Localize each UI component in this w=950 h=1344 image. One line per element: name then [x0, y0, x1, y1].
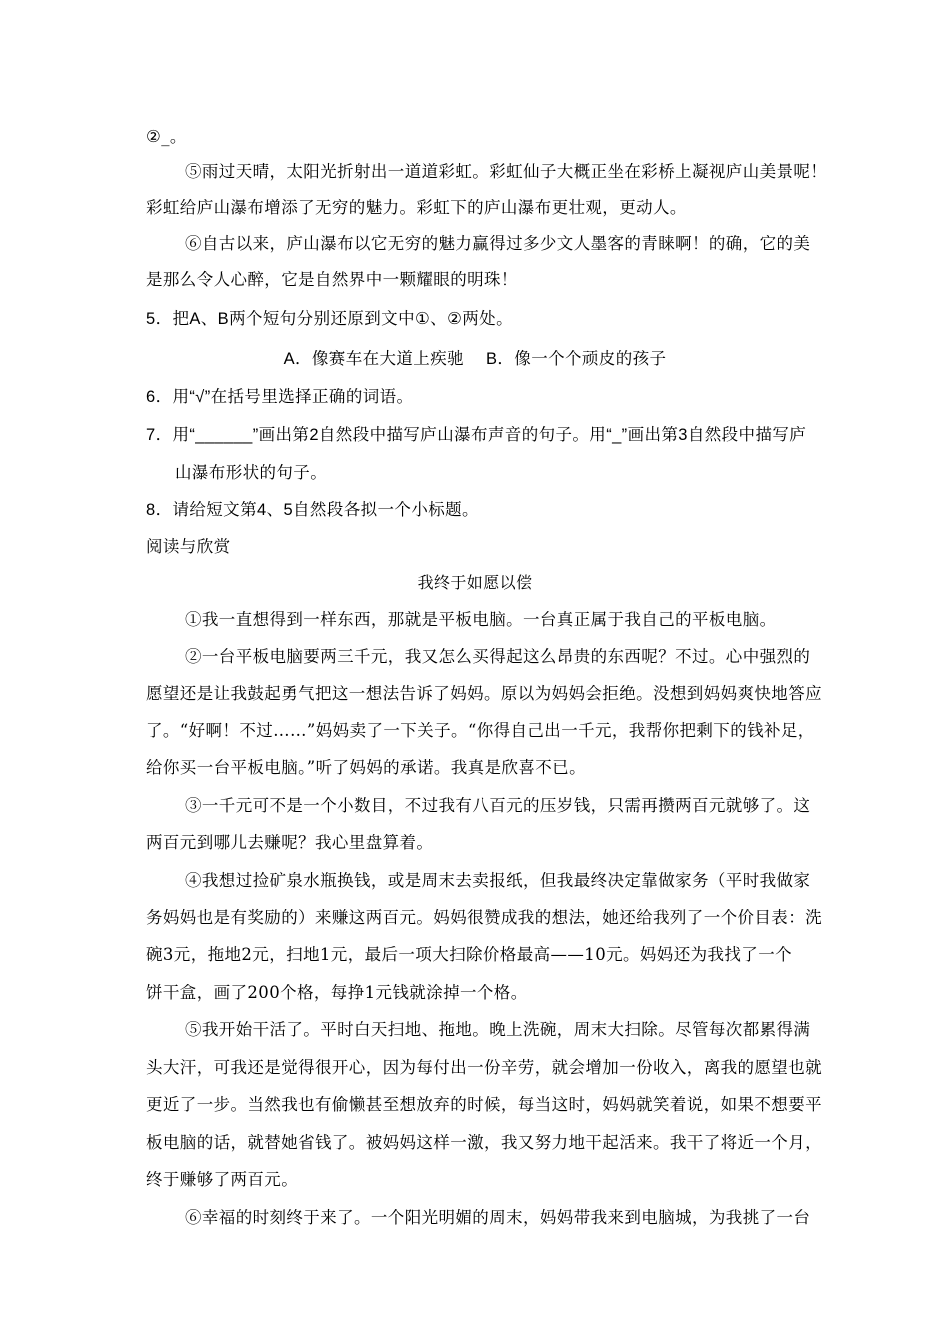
story-paragraph-5-line-1: ⑤我开始干活了。平时白天扫地、拖地。晚上洗碗，周末大扫除。尽管每次都累得满	[185, 1020, 811, 1039]
story-paragraph-2-line-4: 给你买一台平板电脑。”听了妈妈的承诺。我真是欣喜不已。	[146, 758, 586, 777]
paragraph-5-line-1: ⑤雨过天晴，太阳光折射出一道道彩虹。彩虹仙子大概正坐在彩桥上凝视庐山美景呢！	[185, 162, 828, 181]
story-paragraph-4-line-2: 务妈妈也是有奖励的）来赚这两百元。妈妈很赞成我的想法，她还给我列了一个价目表：洗	[146, 908, 822, 927]
option-b: B．像一个个顽皮的孩子	[486, 350, 667, 368]
question-8: 8．请给短文第4、5自然段各拟一个小标题。	[146, 501, 479, 519]
story-paragraph-6-line-1: ⑥幸福的时刻终于来了。一个阳光明媚的周末，妈妈带我来到电脑城，为我挑了一台	[185, 1208, 811, 1227]
story-paragraph-2-line-2: 愿望还是让我鼓起勇气把这一想法告诉了妈妈。原以为妈妈会拒绝。没想到妈妈爽快地答应	[146, 684, 822, 703]
section-heading: 阅读与欣赏	[146, 538, 231, 556]
story-paragraph-4-line-3: 碗3元，拖地2元，扫地1元，最后一项大扫除价格最高——10元。妈妈还为我找了一个	[146, 945, 792, 964]
paragraph-6-line-1: ⑥自古以来，庐山瀑布以它无穷的魅力赢得过多少文人墨客的青睐啊！的确，它的美	[185, 234, 811, 253]
story-title: 我终于如愿以偿	[417, 573, 533, 592]
question-6: 6．用“√”在括号里选择正确的词语。	[146, 388, 414, 406]
story-paragraph-2-line-1: ②一台平板电脑要两三千元，我又怎么买得起这么昂贵的东西呢？不过。心中强烈的	[185, 647, 811, 666]
story-paragraph-5-line-4: 板电脑的话，就替她省钱了。被妈妈这样一激，我又努力地干起活来。我干了将近一个月，	[146, 1133, 822, 1152]
question-7-line-1: 7．用“______”画出第2自然段中描写庐山瀑布声音的句子。用“_”画出第3自然段中描写庐	[146, 426, 807, 444]
story-paragraph-5-line-5: 终于赚够了两百元。	[146, 1170, 299, 1189]
question-5: 5．把A、B两个短句分别还原到文中①、②两处。	[146, 310, 513, 328]
paragraph-6-line-2: 是那么令人心醉，它是自然界中一颗耀眼的明珠！	[146, 270, 518, 289]
story-paragraph-1: ①我一直想得到一样东西，那就是平板电脑。一台真正属于我自己的平板电脑。	[185, 610, 777, 629]
story-paragraph-2-line-3: 了。“好啊！不过……”妈妈卖了一下关子。“你得自己出一千元，我帮你把剩下的钱补足，	[146, 721, 815, 740]
story-paragraph-5-line-3: 更近了一步。当然我也有偷懒甚至想放弃的时候，每当这时，妈妈就笑着说，如果不想要平	[146, 1095, 822, 1114]
story-paragraph-4-line-4: 饼干盒，画了200个格，每挣1元钱就涂掉一个格。	[146, 983, 528, 1002]
option-a: A．像赛车在大道上疾驰	[283, 350, 464, 368]
answer-options	[0, 348, 950, 370]
story-paragraph-4-line-1: ④我想过捡矿泉水瓶换钱，或是周末去卖报纸，但我最终决定靠做家务（平时我做家	[185, 871, 811, 890]
story-paragraph-3-line-2: 两百元到哪儿去赚呢？我心里盘算着。	[146, 833, 434, 852]
question-7-line-2: 山瀑布形状的句子。	[175, 464, 328, 482]
story-paragraph-5-line-2: 头大汗，可我还是觉得很开心，因为每付出一份辛劳，就会增加一份收入，离我的愿望也就	[146, 1058, 822, 1077]
paragraph-5-line-2: 彩虹给庐山瀑布增添了无穷的魅力。彩虹下的庐山瀑布更壮观，更动人。	[146, 198, 687, 217]
story-paragraph-3-line-1: ③一千元可不是一个小数目，不过我有八百元的压岁钱，只需再攒两百元就够了。这	[185, 796, 811, 815]
text-line: ②_。	[146, 127, 187, 146]
